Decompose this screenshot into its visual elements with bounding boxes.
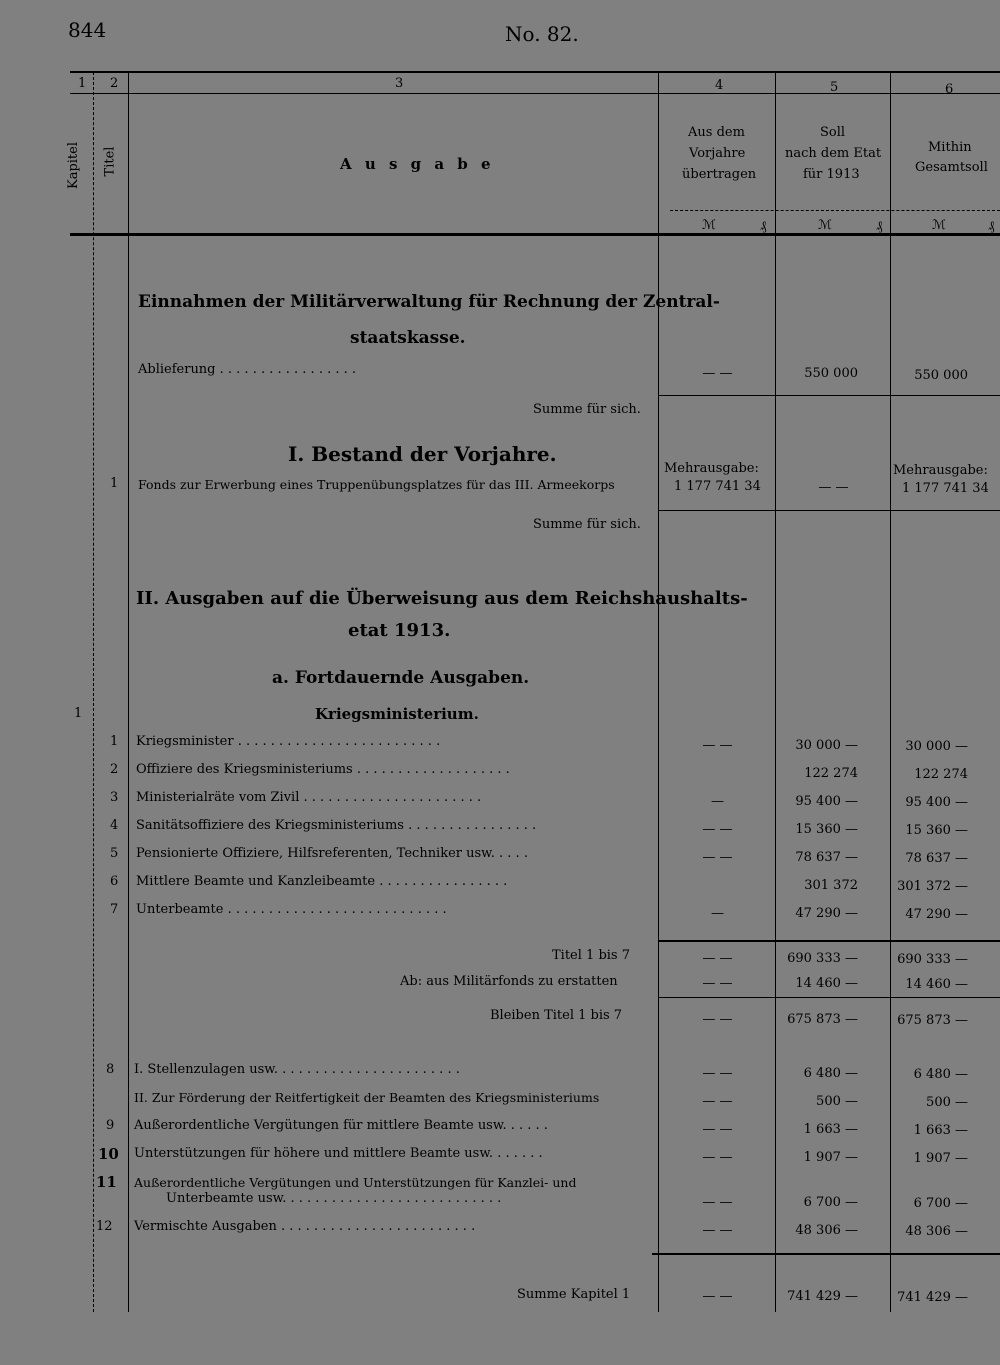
- row-label: Ministerialräte vom Zivil . . . . . . . . . . . . . . . . . . . . . .: [136, 790, 482, 805]
- titel-num: 4: [110, 818, 119, 833]
- bestand-title: I. Bestand der Vorjahre.: [288, 442, 557, 466]
- row-col6: 500 —: [926, 1095, 968, 1110]
- ab-rule: [658, 997, 1000, 998]
- col5-header-line2: nach dem Etat: [785, 146, 882, 161]
- row-col4: — —: [702, 1223, 733, 1238]
- kapitel-num: 1: [74, 706, 83, 721]
- titel-num: 10: [98, 1145, 119, 1163]
- row-col5: 1 663 —: [803, 1122, 858, 1137]
- col-divider-1-2: [93, 72, 94, 1312]
- titel-num: 11: [96, 1173, 117, 1191]
- fonds-titel-num: 1: [110, 476, 119, 491]
- col4-header-line1: Aus dem: [688, 125, 745, 140]
- col5-mark: ℳ: [818, 218, 832, 233]
- col4-header-line3: übertragen: [682, 167, 757, 182]
- einnahmen-title-line1: Einnahmen der Militärverwaltung für Rechnung der Zentral-: [138, 292, 720, 312]
- row-col6: 15 360 —: [905, 823, 968, 838]
- ausgaben-title-line2: etat 1913.: [348, 620, 451, 641]
- col6-header-line2: Gesamtsoll: [915, 160, 988, 175]
- row-col4: — —: [702, 850, 733, 865]
- col-divider-5-6: [890, 72, 891, 1312]
- col-divider-4-5: [775, 72, 776, 1312]
- row-col4: — —: [702, 1094, 733, 1109]
- row-col4: — —: [702, 1122, 733, 1137]
- row-col5: 78 637 —: [795, 850, 858, 865]
- bleiben-col5: 675 873 —: [787, 1012, 858, 1027]
- summe-kapitel-label: Summe Kapitel 1: [517, 1287, 631, 1302]
- col5-pf: ₰: [876, 219, 883, 234]
- col-num-2: 2: [110, 76, 119, 91]
- total-rule: [652, 1253, 1000, 1255]
- mehrausgabe-col6-value: 1 177 741 34: [902, 481, 989, 496]
- row-label: Pensionierte Offiziere, Hilfsreferenten, Techniker usw. . . . .: [136, 846, 528, 861]
- row-col5: 15 360 —: [795, 822, 858, 837]
- row-col6: 6 700 —: [913, 1196, 968, 1211]
- titel-1-bis-7-col6: 690 333 —: [897, 952, 968, 967]
- row-col4: — —: [702, 738, 733, 753]
- col-num-5: 5: [830, 80, 839, 95]
- summe-kapitel-col4: — —: [702, 1289, 733, 1304]
- col4-pf: ₰: [760, 219, 767, 234]
- bleiben-col4: — —: [702, 1012, 733, 1027]
- ablieferung-col5: 550 000: [804, 366, 858, 381]
- col-divider-2-3: [128, 72, 129, 1312]
- ab-col5: 14 460 —: [795, 976, 858, 991]
- mehrausgabe-col4-value: 1 177 741 34: [674, 479, 761, 494]
- row-label: Unterstützungen für höhere und mittlere Beamte usw. . . . . . .: [134, 1146, 543, 1161]
- subtotal-rule: [658, 940, 1000, 942]
- row-col5: 6 480 —: [803, 1066, 858, 1081]
- row-label: Außerordentliche Vergütungen für mittlere Beamte usw. . . . . .: [134, 1118, 548, 1133]
- titel-num: 6: [110, 874, 119, 889]
- bleiben-col6: 675 873 —: [897, 1013, 968, 1028]
- ab-label: Ab: aus Militärfonds zu erstatten: [400, 974, 618, 989]
- row-label-line1: Außerordentliche Vergütungen und Unterstützungen für Kanzlei- und: [134, 1175, 577, 1190]
- titel-1-bis-7-label: Titel 1 bis 7: [552, 948, 630, 963]
- row-col6: 122 274: [914, 767, 968, 782]
- titel-1-bis-7-col4: — —: [702, 951, 733, 966]
- row-col5: 47 290 —: [795, 906, 858, 921]
- row-col6: 47 290 —: [905, 907, 968, 922]
- summe-kapitel-col5: 741 429 —: [787, 1289, 858, 1304]
- titel-header: Titel: [102, 146, 118, 177]
- row-label: Vermischte Ausgaben . . . . . . . . . . . . . . . . . . . . . . . .: [134, 1219, 476, 1234]
- titel-num: 7: [110, 902, 119, 917]
- col4-header-line2: Vorjahre: [689, 146, 746, 161]
- row-col6: 30 000 —: [905, 739, 968, 754]
- fonds-label: Fonds zur Erwerbung eines Truppenübungsplatzes für das III. Armeekorps: [138, 477, 615, 492]
- col5-header-line1: Soll: [820, 125, 846, 140]
- ab-col4: — —: [702, 976, 733, 991]
- col6-header-line1: Mithin: [928, 140, 972, 155]
- mehrausgabe-col5: — —: [818, 480, 849, 495]
- row-label: Unterbeamte . . . . . . . . . . . . . . . . . . . . . . . . . . .: [136, 902, 447, 917]
- col4-mark: ℳ: [702, 218, 716, 233]
- row-col5: 30 000 —: [795, 738, 858, 753]
- row-col6: 6 480 —: [913, 1067, 968, 1082]
- titel-num: 1: [110, 734, 119, 749]
- page-number: 844: [68, 18, 107, 42]
- col-num-6: 6: [945, 82, 954, 97]
- row-col4: — —: [702, 1066, 733, 1081]
- row-col6: 48 306 —: [905, 1224, 968, 1239]
- col-num-4: 4: [715, 78, 724, 93]
- fortdauernde-title: a. Fortdauernde Ausgaben.: [272, 668, 530, 688]
- mehrausgabe-col6-label: Mehrausgabe:: [893, 463, 988, 478]
- row-col6: 1 663 —: [913, 1123, 968, 1138]
- ablieferung-rule: [658, 395, 1000, 396]
- row-label: II. Zur Förderung der Reitfertigkeit der Beamten des Kriegsministeriums: [134, 1090, 600, 1105]
- summe-kapitel-col6: 741 429 —: [897, 1290, 968, 1305]
- col-num-3: 3: [395, 76, 404, 91]
- row-label: Kriegsminister . . . . . . . . . . . . . . . . . . . . . . . . .: [136, 734, 441, 749]
- row-col6: 78 637 —: [905, 851, 968, 866]
- titel-num: 3: [110, 790, 119, 805]
- bleiben-label: Bleiben Titel 1 bis 7: [490, 1008, 623, 1023]
- row-col5: 500 —: [816, 1094, 858, 1109]
- row-col4: —: [711, 794, 724, 809]
- row-col4: — —: [702, 822, 733, 837]
- row-col4: —: [711, 906, 724, 921]
- summe-fuer-sich-1: Summe für sich.: [533, 402, 641, 417]
- header-bottom-rule: [70, 233, 1000, 236]
- row-col5: 301 372: [804, 878, 858, 893]
- titel-1-bis-7-col5: 690 333 —: [787, 951, 858, 966]
- mehrausgabe-col4-label: Mehrausgabe:: [664, 461, 759, 476]
- titel-num: 5: [110, 846, 119, 861]
- ablieferung-col6: 550 000: [914, 368, 968, 383]
- row-col5: 122 274: [804, 766, 858, 781]
- titel-num: 12: [96, 1219, 113, 1234]
- row-label: Offiziere des Kriegsministeriums . . . . . . . . . . . . . . . . . . .: [136, 762, 510, 777]
- col-num-1: 1: [78, 76, 87, 91]
- row-col4: — —: [702, 1195, 733, 1210]
- row-label: Mittlere Beamte und Kanzleibeamte . . . . . . . . . . . . . . . .: [136, 874, 508, 889]
- summe-fuer-sich-2: Summe für sich.: [533, 517, 641, 532]
- colnum-rule: [70, 93, 1000, 94]
- row-label: I. Stellenzulagen usw. . . . . . . . . . . . . . . . . . . . . . .: [134, 1062, 460, 1077]
- unit-rule: [670, 210, 1000, 211]
- row-col5: 6 700 —: [803, 1195, 858, 1210]
- col-divider-3-4: [658, 72, 659, 1312]
- row-label-line2: Unterbeamte usw. . . . . . . . . . . . . . . . . . . . . . . . . . .: [166, 1191, 502, 1206]
- titel-num: 8: [106, 1062, 115, 1077]
- ausgabe-header: A u s g a b e: [340, 155, 495, 173]
- ablieferung-label: Ablieferung . . . . . . . . . . . . . . . . .: [138, 362, 357, 377]
- ausgaben-title-line1: II. Ausgaben auf die Überweisung aus dem Reichshaushalts-: [136, 588, 748, 609]
- row-col5: 48 306 —: [795, 1223, 858, 1238]
- document-number: No. 82.: [505, 22, 579, 46]
- row-col5: 95 400 —: [795, 794, 858, 809]
- col6-mark: ℳ: [932, 218, 946, 233]
- kapitel-header: Kapitel: [66, 141, 82, 190]
- ablieferung-col4: — —: [702, 366, 733, 381]
- einnahmen-title-line2: staatskasse.: [350, 328, 466, 348]
- row-col4: — —: [702, 1150, 733, 1165]
- titel-num: 9: [106, 1118, 115, 1133]
- top-rule: [70, 71, 1000, 73]
- col6-pf: ₰: [988, 219, 995, 234]
- col5-header-line3: für 1913: [803, 167, 860, 182]
- row-col6: 1 907 —: [913, 1151, 968, 1166]
- row-label: Sanitätsoffiziere des Kriegsministeriums . . . . . . . . . . . . . . . .: [136, 818, 537, 833]
- row-col6: 301 372 —: [897, 879, 968, 894]
- ab-col6: 14 460 —: [905, 977, 968, 992]
- kriegsministerium-title: Kriegsministerium.: [315, 705, 479, 723]
- titel-num: 2: [110, 762, 119, 777]
- fonds-rule: [658, 510, 1000, 511]
- row-col6: 95 400 —: [905, 795, 968, 810]
- row-col5: 1 907 —: [803, 1150, 858, 1165]
